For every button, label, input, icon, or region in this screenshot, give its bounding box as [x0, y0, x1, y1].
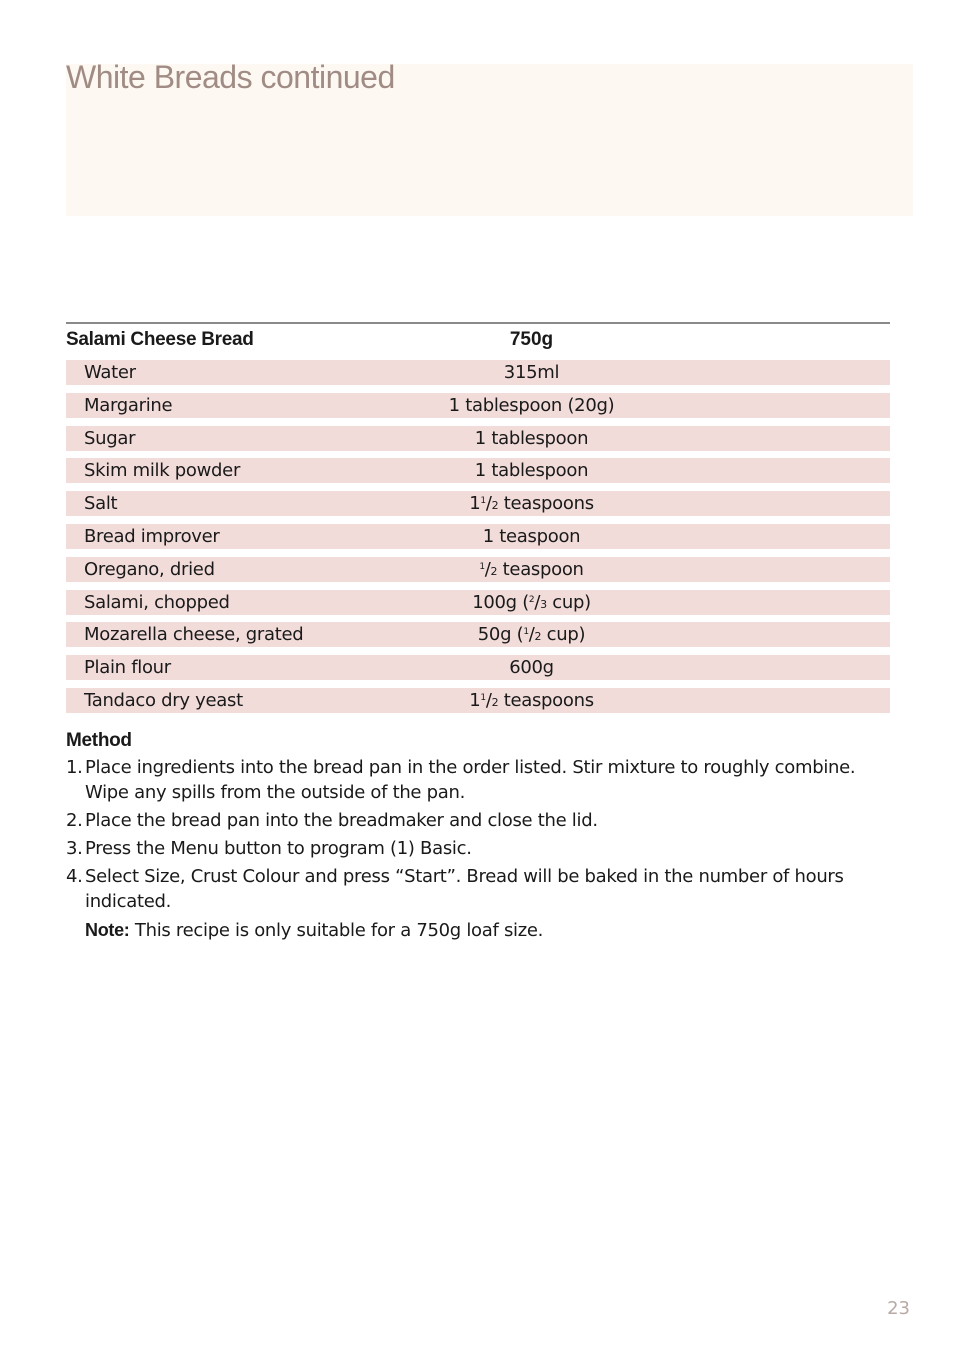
method-title: Method [66, 730, 132, 751]
ingredient-row [66, 426, 890, 451]
ingredient-quantity: 600g [509, 657, 554, 679]
quantity-fraction: $^2$/3 [528, 591, 547, 613]
ingredient-name: Margarine [84, 394, 173, 416]
quantity-suffix: teaspoon [497, 558, 584, 580]
ingredient-quantity [444, 624, 619, 645]
ingredient-row [66, 590, 890, 615]
ingredient-name: Bread improver [84, 525, 220, 547]
fraction-numerator: 1 [523, 627, 529, 638]
fraction-denominator: 2 [490, 564, 498, 578]
ingredient-quantity [444, 559, 619, 580]
ingredient-quantity: 1 tablespoon (20g) [448, 394, 615, 416]
recipe-name: Salami Cheese Bread [66, 329, 254, 350]
step-number: 1. [66, 757, 83, 778]
method-steps [66, 755, 866, 914]
method-step [66, 836, 866, 861]
step-number: 2. [66, 810, 83, 831]
quantity-suffix: teaspoons [498, 493, 594, 515]
quantity-fraction: $^1$/2 [523, 624, 542, 646]
quantity-fraction: $^1$/2 [479, 558, 498, 580]
step-number: 4. [66, 866, 83, 887]
fraction-numerator: 1 [480, 496, 486, 507]
loaf-size-label: 750g [509, 329, 554, 350]
step-number: 3. [66, 838, 83, 859]
step-text: Press the Menu button to program (1) Basic. [85, 838, 472, 859]
ingredient-row [66, 622, 890, 647]
ingredient-name: Water [84, 362, 136, 383]
ingredient-row [66, 458, 890, 483]
quantity-prefix: 100g ( [472, 591, 529, 613]
fraction-numerator: 1 [480, 692, 486, 703]
ingredient-quantity: 315ml [503, 362, 560, 383]
quantity-fraction: $^1$/2 [480, 689, 499, 711]
quantity-prefix: 1 [469, 493, 481, 515]
ingredient-name: Oregano, dried [84, 558, 215, 580]
ingredient-quantity: 1 teaspoon [482, 525, 581, 547]
ingredient-name: Salami, chopped [84, 591, 230, 613]
fraction-numerator: 1 [479, 561, 485, 572]
quantity-prefix: 1 [469, 689, 481, 711]
ingredient-row [66, 524, 890, 549]
ingredient-row [66, 491, 890, 516]
method-step [66, 808, 866, 833]
quantity-suffix: cup) [546, 591, 591, 613]
ingredient-row [66, 557, 890, 582]
ingredient-name: Sugar [84, 427, 136, 449]
fraction-denominator: 2 [491, 695, 499, 709]
method-step [66, 864, 866, 914]
quantity-suffix: teaspoons [498, 689, 594, 711]
ingredient-name: Plain flour [84, 657, 171, 679]
ingredient-quantity: 1 tablespoon [474, 427, 589, 449]
fraction-numerator: 2 [528, 594, 535, 605]
ingredient-quantity [444, 493, 619, 514]
ingredient-row [66, 393, 890, 418]
method-section [66, 728, 866, 943]
fraction-denominator: 2 [491, 499, 499, 513]
ingredient-quantity: 1 tablespoon [474, 460, 589, 482]
ingredient-name: Salt [84, 493, 118, 515]
recipe-table [66, 322, 890, 721]
ingredient-quantity [444, 690, 619, 711]
note [85, 918, 866, 943]
ingredient-name: Skim milk powder [84, 460, 241, 482]
ingredient-row [66, 655, 890, 680]
quantity-suffix: cup) [541, 624, 586, 646]
ingredient-row [66, 360, 890, 385]
ingredient-name: Mozarella cheese, grated [84, 624, 304, 646]
ingredient-list [66, 360, 890, 713]
method-step [66, 755, 866, 805]
note-label: Note: [85, 920, 130, 940]
ingredient-quantity [444, 592, 619, 613]
recipe-header-row [66, 324, 890, 356]
page-title: White Breads continued [66, 59, 395, 95]
quantity-prefix: 50g ( [477, 624, 524, 646]
step-text: Place ingredients into the bread pan in the order listed. Stir mixture to roughly combine. Wipe any spills from the outside of the pan. [85, 757, 856, 803]
quantity-fraction: $^1$/2 [480, 493, 499, 515]
step-text: Select Size, Crust Colour and press “Start”. Bread will be baked in the number of hours indicated. [85, 866, 844, 912]
page-number: 23 [887, 1298, 910, 1319]
step-text: Place the bread pan into the breadmaker and close the lid. [85, 810, 598, 831]
ingredient-row [66, 688, 890, 713]
fraction-denominator: 2 [534, 630, 542, 644]
note-text: This recipe is only suitable for a 750g loaf size. [129, 920, 544, 941]
fraction-denominator: 3 [540, 597, 547, 611]
ingredient-name: Tandaco dry yeast [84, 689, 243, 711]
